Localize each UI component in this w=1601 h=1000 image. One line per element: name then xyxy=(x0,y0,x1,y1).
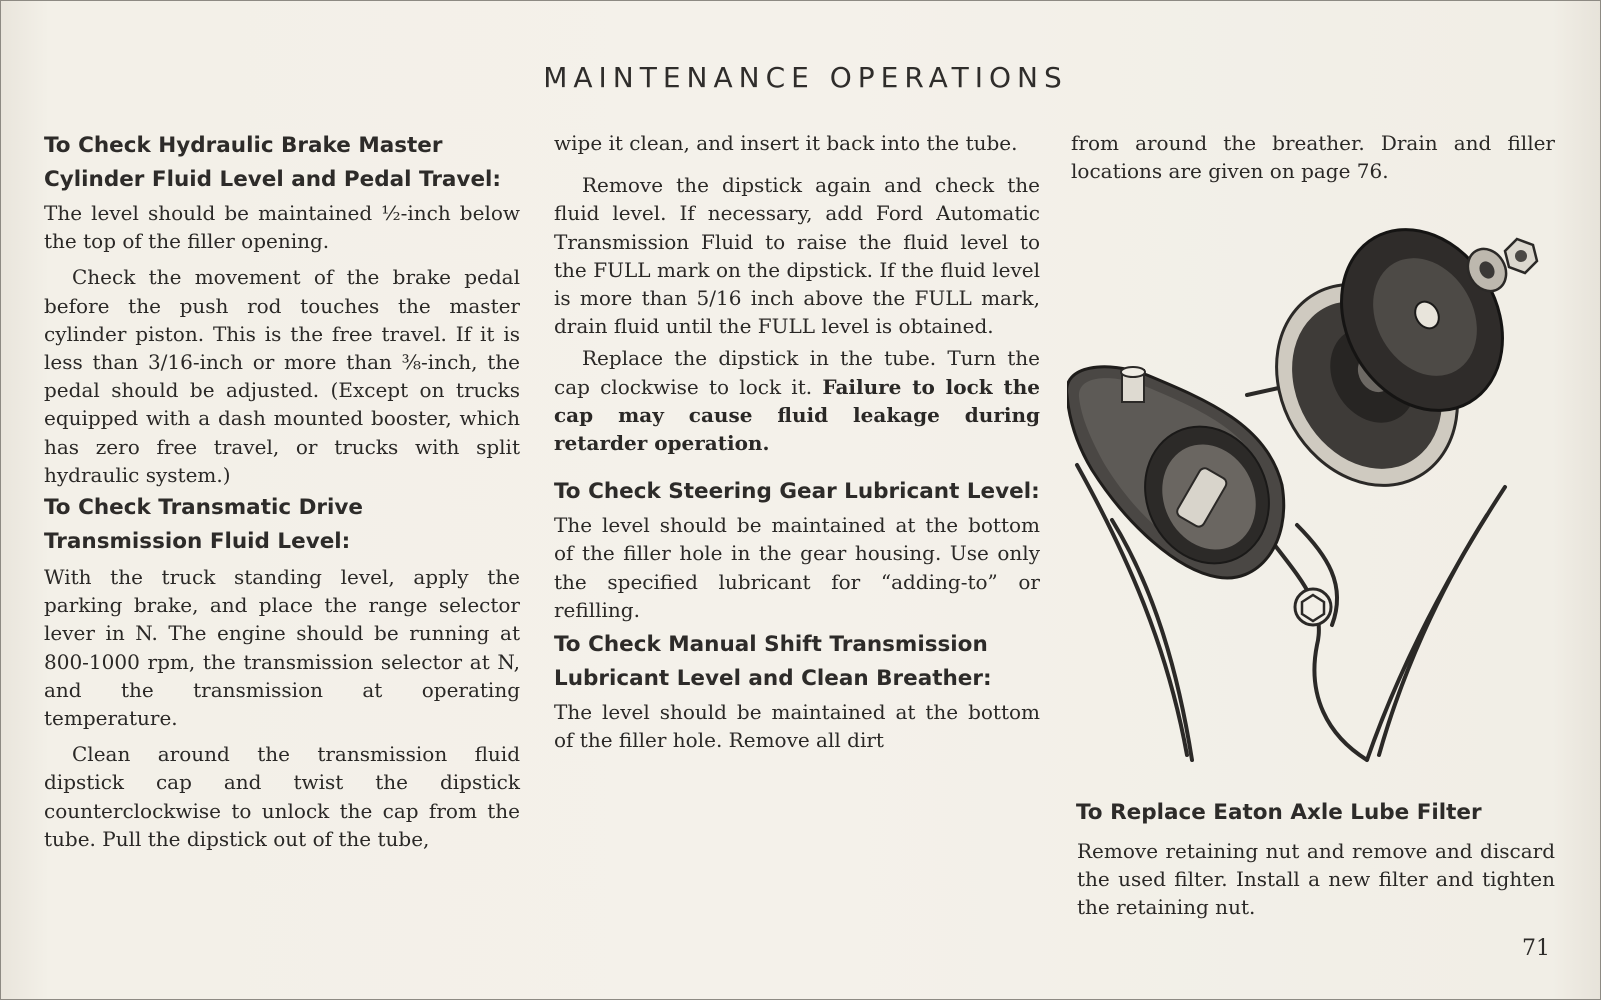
paragraph-replace-dipstick xyxy=(554,344,1040,457)
section-heading-transmatic: To Check Transmatic Drive Transmission Fluid Level: xyxy=(44,495,363,555)
axle-lube-filter-illustration xyxy=(1067,225,1547,785)
replace-dipstick-text: Replace the dipstick in the tube. Turn the cap clockwise to lock it. xyxy=(554,346,1040,399)
paragraph-brake-level: The level should be maintained ½-inch below the top of the filler opening. xyxy=(44,201,520,254)
column-left xyxy=(44,129,520,853)
paragraph-brake-pedal: Check the movement of the brake pedal before the push rod touches the master cylinder piston. This is the free travel. If it is less than 3/16-inch or more than ⅜-inch, the pedal should be adjusted. (Except on trucks equipped with a dash mounted booster, which has zero free travel, or trucks with split hydraulic system.) xyxy=(44,265,520,487)
paragraph-eaton-filter: Remove retaining nut and remove and discard the used filter. Install a new filter and tighten the retaining nut. xyxy=(1077,839,1555,920)
paragraph-manual-shift-level: The level should be maintained at the bottom of the filler hole. Remove all dirt xyxy=(554,700,1040,753)
paragraph-dipstick-wipe: wipe it clean, and insert it back into the tube. xyxy=(554,131,1018,155)
section-heading-manual-shift: To Check Manual Shift Transmission Lubricant Level and Clean Breather: xyxy=(554,632,992,692)
paragraph-check-level: Remove the dipstick again and check the fluid level. If necessary, add Ford Automatic Transmission Fluid to raise the fluid level to the FULL mark on the dipstick. If the fluid level is more than 5/16 inch above the FULL mark, drain fluid until the FULL level is obtained. xyxy=(554,173,1040,339)
section-heading-brake: To Check Hydraulic Brake Master Cylinder Fluid Level and Pedal Travel: xyxy=(44,133,502,192)
column-middle xyxy=(554,129,1040,754)
paragraph-dipstick-clean: Clean around the transmission fluid dipstick cap and twist the dipstick counterclockwise to unlock the cap from the tube. Pull the dipstick out of the tube, xyxy=(44,742,520,851)
paragraph-transmatic-setup: With the truck standing level, apply the parking brake, and place the range selector lever in N. The engine should be running at 800-1000 rpm, the transmission selector at N, and the transmission at operating temperature. xyxy=(44,565,520,731)
paragraph-breather: from around the breather. Drain and filler locations are given on page 76. xyxy=(1071,131,1555,184)
column-right xyxy=(1071,129,1555,185)
paragraph-steering-level: The level should be maintained at the bottom of the filler hole in the gear housing. Use only the specified lubricant for “adding-to” or refilling. xyxy=(554,513,1040,622)
section-heading-eaton-filter: To Replace Eaton Axle Lube Filter xyxy=(1076,800,1482,825)
page-header: MAINTENANCE OPERATIONS xyxy=(543,61,1068,94)
page-number: 71 xyxy=(1522,936,1550,961)
drain-plug-icon xyxy=(1295,589,1331,625)
leakage-warning: Failure to lock the cap may cause fluid leakage during retarder operation. xyxy=(554,374,1040,456)
filter-base-icon xyxy=(1067,367,1291,584)
section-heading-steering: To Check Steering Gear Lubricant Level: xyxy=(554,479,1040,505)
